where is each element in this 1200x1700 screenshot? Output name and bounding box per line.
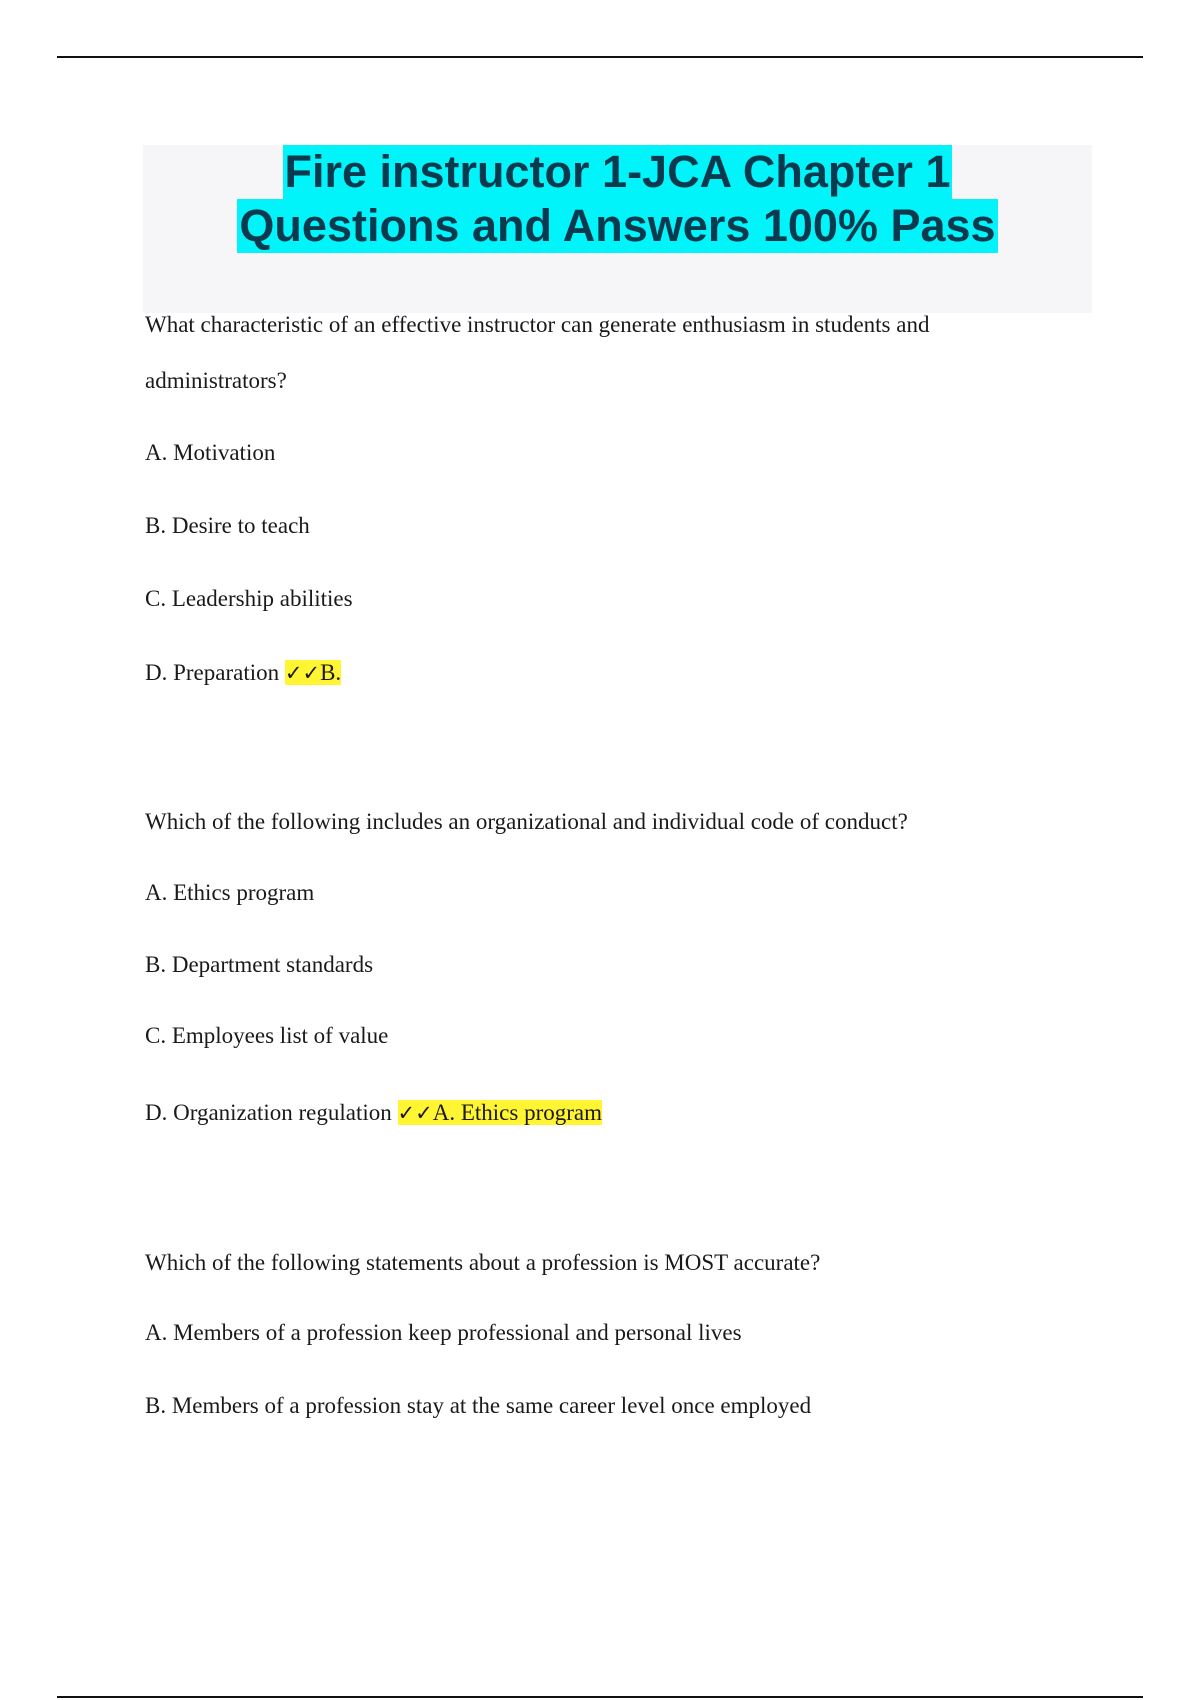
question-1-option-a: A. Motivation: [145, 440, 276, 465]
question-1-option-d: [145, 658, 341, 688]
document-title: [143, 145, 1092, 313]
question-2-text-line-1: Which of the following includes an organizational and individual code of conduct?: [145, 809, 908, 834]
question-2-answer-text: A. Ethics program: [432, 1100, 602, 1125]
question-1-option-c: C. Leadership abilities: [145, 586, 353, 611]
checkmark-icon: ✓✓: [397, 1101, 433, 1125]
question-1-text-line-1: What characteristic of an effective instructor can generate enthusiasm in students and: [145, 312, 930, 337]
footer-rule: [57, 1696, 1143, 1698]
checkmark-icon: ✓✓: [284, 661, 321, 685]
title-line-1: Fire instructor 1-JCA Chapter 1: [284, 146, 951, 197]
question-1-text-line-2: administrators?: [145, 368, 287, 393]
question-3-text-line-1: Which of the following statements about a profession is MOST accurate?: [145, 1250, 821, 1275]
question-3-option-a: A. Members of a profession keep professional and personal lives: [145, 1320, 742, 1345]
question-2-answer-highlight: [398, 1100, 602, 1125]
question-2-option-a: A. Ethics program: [145, 880, 315, 905]
question-1-answer-text: B.: [320, 660, 342, 685]
question-1-option-b: B. Desire to teach: [145, 513, 310, 538]
question-1-option-d-label: D. Preparation: [145, 660, 280, 685]
header-rule: [57, 56, 1143, 58]
title-line-2: Questions and Answers 100% Pass: [239, 200, 996, 251]
question-2-option-d: [145, 1098, 602, 1128]
question-3-option-b: B. Members of a profession stay at the same career level once employed: [145, 1393, 812, 1418]
question-1-answer-highlight: [285, 660, 341, 685]
question-2-option-c: C. Employees list of value: [145, 1023, 389, 1048]
question-2-option-d-label: D. Organization regulation: [145, 1100, 392, 1125]
question-2-option-b: B. Department standards: [145, 952, 374, 977]
